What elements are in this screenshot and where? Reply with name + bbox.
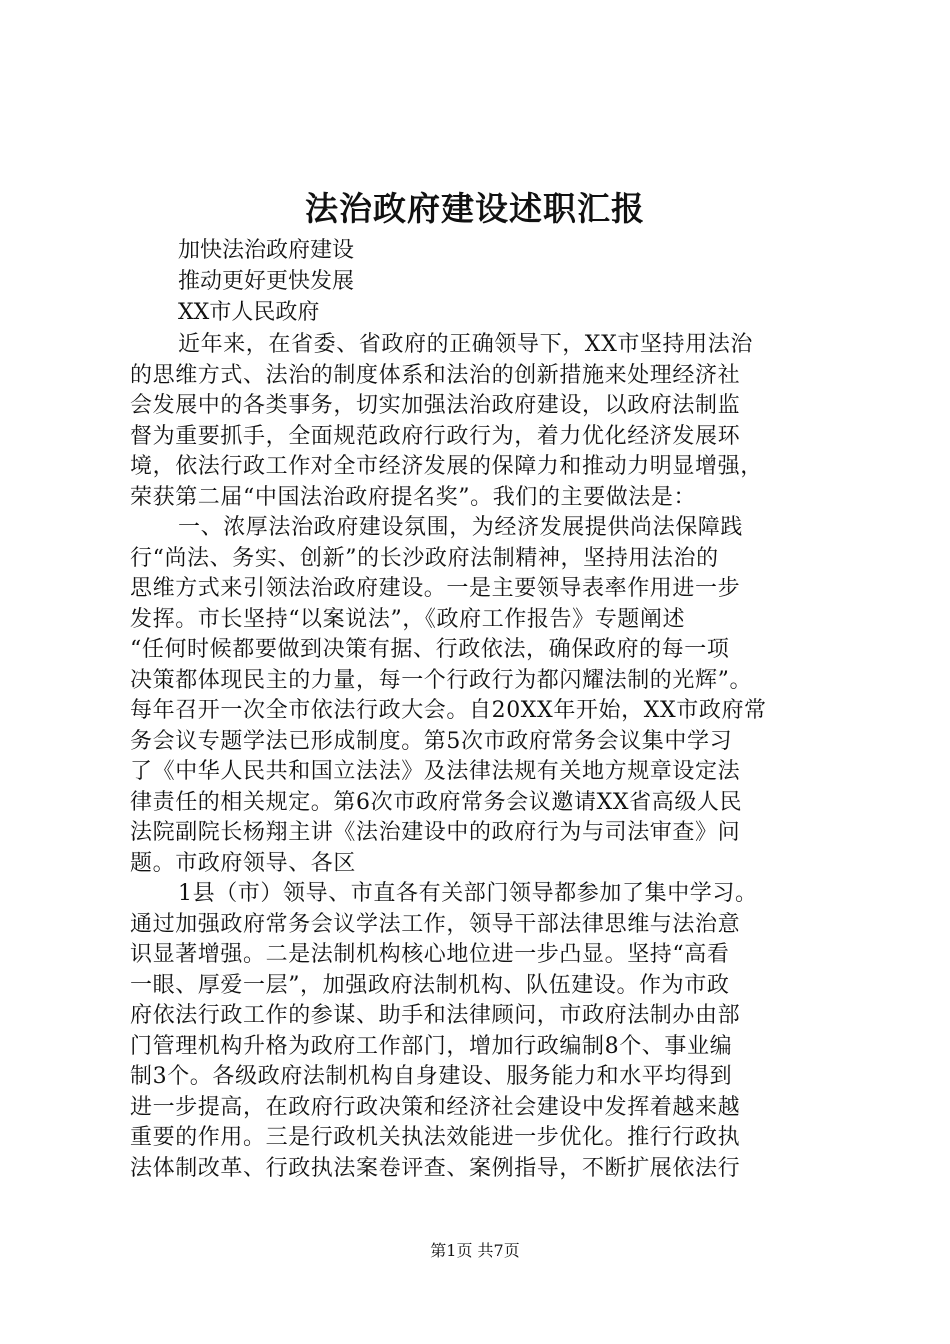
document-title: 法治政府建设述职汇报 [305, 189, 645, 228]
paragraph-line: 行“尚法、务实、创新”的长沙政府法制精神，坚持用法治的 [130, 545, 719, 571]
subtitle-line: 加快法治政府建设 [178, 238, 355, 263]
paragraph-line: 一、浓厚法治政府建设氛围，为经济发展提供尚法保障践 [178, 515, 744, 540]
paragraph-line: 1县（市）领导、市直各有关部门领导都参加了集中学习。 [178, 881, 758, 906]
paragraph-line: 题。市政府领导、各区 [130, 850, 357, 876]
paragraph-line: 思维方式来引领法治政府建设。一是主要领导表率作用进一步 [130, 576, 741, 601]
body-text [130, 330, 830, 1184]
paragraph-line: 通过加强政府常务会议学法工作，领导干部法律思维与法治意 [130, 911, 741, 937]
paragraph-line: 督为重要抓手，全面规范政府行政行为，着力优化经济发展环 [130, 423, 741, 449]
paragraph-line: 律责任的相关规定。第6次市政府常务会议邀请XX省高级人民 [130, 789, 743, 815]
paragraph-line: 每年召开一次全市依法行政大会。自20XX年开始，XX市政府常 [130, 698, 767, 723]
paragraph-line: 发挥。市长坚持“以案说法”，《政府工作报告》专题阐述 [130, 606, 686, 632]
paragraph-line: 法院副院长杨翔主讲《法治建设中的政府行为与司法审查》问 [130, 820, 741, 845]
paragraph-line: 近年来，在省委、省政府的正确领导下，XX市坚持用法治 [178, 332, 753, 357]
paragraph-line: 的思维方式、法治的制度体系和法治的创新措施来处理经济社 [130, 362, 741, 388]
paragraph-line: 荣获第二届“中国法治政府提名奖”。我们的主要做法是： [130, 484, 697, 510]
page-number-footer: 第1页 共7页 [430, 1241, 520, 1260]
paragraph-line: “任何时候都要做到决策有据、行政依法，确保政府的每一项 [130, 637, 730, 662]
paragraph-line: 会发展中的各类事务，切实加强法治政府建设，以政府法制监 [130, 393, 741, 418]
paragraph-line: 门管理机构升格为政府工作部门，增加行政编制8个、事业编 [130, 1033, 733, 1059]
paragraph-line: 境，依法行政工作对全市经济发展的保障力和推动力明显增强， [130, 454, 763, 479]
paragraph-line: 制3个。各级政府法制机构自身建设、服务能力和水平均得到 [130, 1064, 733, 1089]
paragraph-line: 法体制改革、行政执法案卷评查、案例指导，不断扩展依法行 [130, 1155, 741, 1181]
paragraph-line: 了《中华人民共和国立法法》及法律法规有关地方规章设定法 [130, 759, 741, 784]
paragraph-line: 重要的作用。三是行政机关执法效能进一步优化。推行行政执 [130, 1125, 741, 1150]
subtitle-line: XX市人民政府 [178, 300, 320, 325]
paragraph-line: 一眼、厚爱一层”，加强政府法制机构、队伍建设。作为市政 [130, 972, 730, 998]
subtitle-line: 推动更好更快发展 [178, 269, 355, 294]
paragraph-line: 务会议专题学法已形成制度。第5次市政府常务会议集中学习 [130, 728, 733, 754]
paragraph-line: 府依法行政工作的参谋、助手和法律顾问，市政府法制办由部 [130, 1003, 741, 1028]
paragraph-line: 进一步提高，在政府行政决策和经济社会建设中发挥着越来越 [130, 1094, 741, 1120]
paragraph-line: 识显著增强。二是法制机构核心地位进一步凸显。坚持“高看 [130, 942, 730, 967]
paragraph-line: 决策都体现民主的力量，每一个行政行为都闪耀法制的光辉”。 [130, 667, 753, 693]
